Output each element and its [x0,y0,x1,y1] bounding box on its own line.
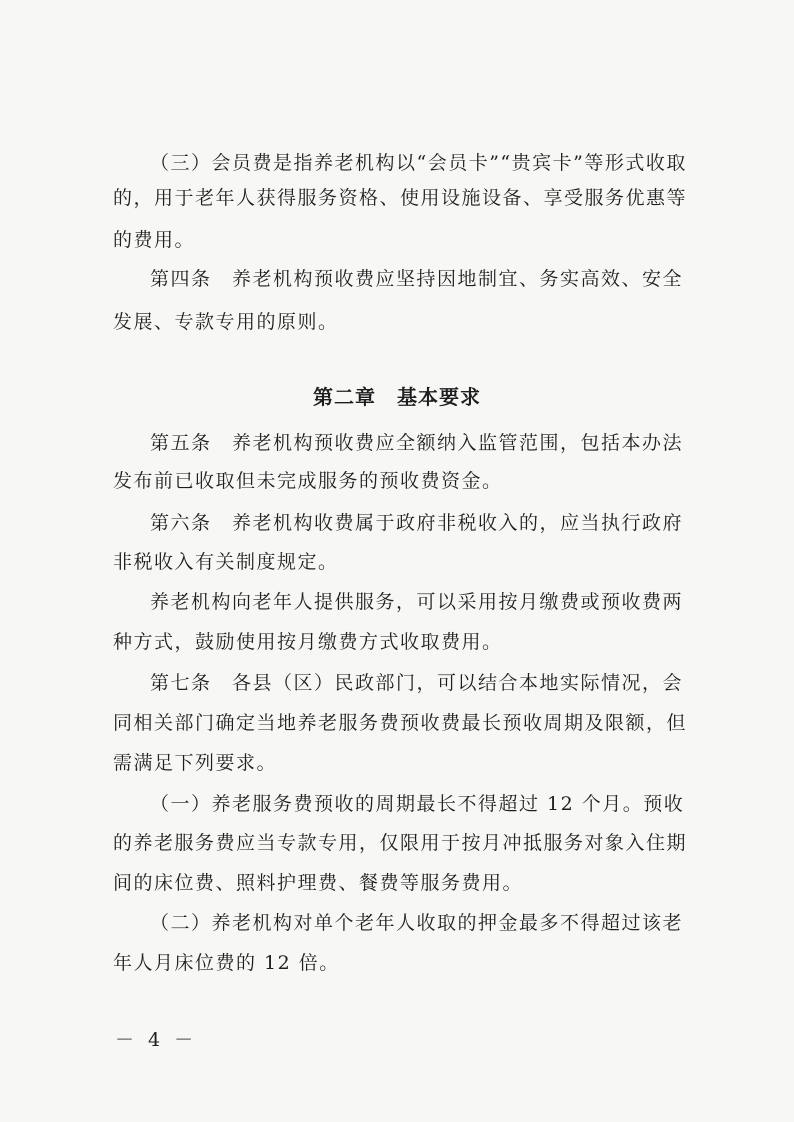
article-6-line-2: 非税收入有关制度规定。 [113,551,339,573]
chapter-heading: 第二章 基本要求 [313,385,481,409]
article-7-line-3: 需满足下列要求。 [113,752,278,774]
article-6-line-1: 第六条 养老机构收费属于政府非税收入的，应当执行政府 [150,512,684,534]
article-4-line-1: 第四条 养老机构预收费应坚持因地制宜、务实高效、安全 [150,268,684,290]
item-1-line-2: 的养老服务费应当专款专用，仅限用于按月冲抵服务对象入住期 [113,832,688,854]
article-7-line-2: 同相关部门确定当地养老服务费预收费最长预收周期及限额，但 [113,712,688,734]
paragraph-line-1: 养老机构向老年人提供服务，可以采用按月缴费或预收费两 [150,591,684,613]
article-5-line-1: 第五条 养老机构预收费应全额纳入监管范围，包括本办法 [150,432,684,454]
paragraph-line-2: 种方式，鼓励使用按月缴费方式收取费用。 [113,631,503,653]
article-4-line-2: 发展、专款专用的原则。 [113,311,339,333]
item-2-line-1: （二）养老机构对单个老年人收取的押金最多不得超过该老 [150,912,684,934]
article-5-line-2: 发布前已收取但未完成服务的预收费资金。 [113,470,503,492]
text-line-1: （三）会员费是指养老机构以“会员卡”“贵宾卡”等形式收取 [150,152,687,174]
text-line-2: 的，用于老年人获得服务资格、使用设施设备、享受服务优惠等 [113,187,688,209]
page-number: － 4 － [115,1029,198,1051]
text-line-3: 的费用。 [113,229,196,251]
item-1-line-3: 间的床位费、照料护理费、餐费等服务费用。 [113,872,524,894]
article-7-line-1: 第七条 各县（区）民政部门，可以结合本地实际情况，会 [150,672,684,694]
item-1-line-1: （一）养老服务费预收的周期最长不得超过 12 个月。预收 [150,793,685,815]
item-2-line-2: 年人月床位费的 12 倍。 [113,952,340,974]
